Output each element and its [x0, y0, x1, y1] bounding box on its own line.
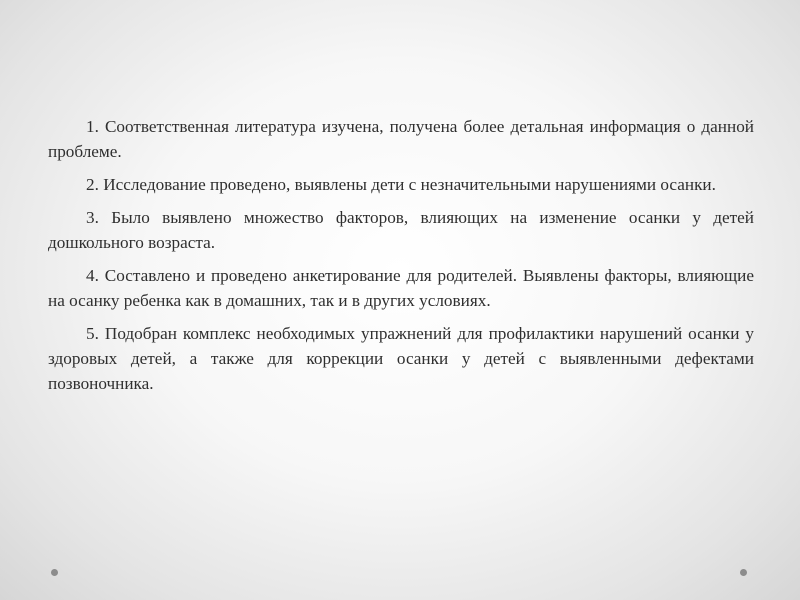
decorative-dot-right: [740, 569, 747, 576]
list-item-1: 1. Соответственная литература изучена, получена более детальная информация о данной проблеме.: [48, 117, 754, 161]
list-item-4: 4. Составлено и проведено анкетирование для родителей. Выявлены факторы, влияющие на осанку ребенка как в домашних, так и в других условиях.: [48, 266, 754, 310]
slide-body: [48, 114, 754, 404]
list-item-3: 3. Было выявлено множество факторов, влияющих на изменение осанки у детей дошкольного возраста.: [48, 208, 754, 252]
decorative-dot-left: [51, 569, 58, 576]
list-item-2: 2. Исследование проведено, выявлены дети с незначительными нарушениями осанки.: [86, 175, 716, 194]
list-item-5: 5. Подобран комплекс необходимых упражнений для профилактики нарушений осанки у здоровых детей, а также для коррекции осанки у детей с выявленными дефектами позвоночника.: [48, 324, 754, 393]
